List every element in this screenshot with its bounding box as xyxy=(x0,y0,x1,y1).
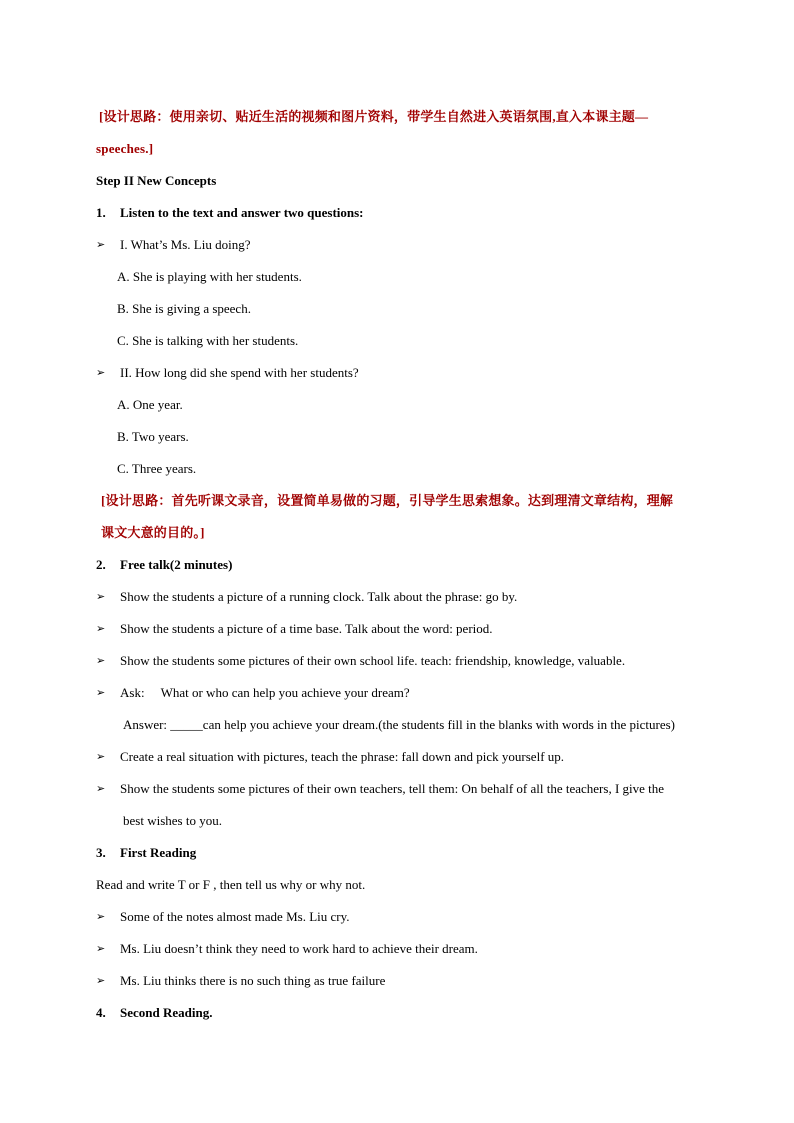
question-2: II. How long did she spend with her students? xyxy=(120,365,359,380)
arrow-bullet-icon: ➢ xyxy=(96,751,106,763)
first-reading-intro: Read and write T or F , then tell us why or why not. xyxy=(96,877,366,892)
section-1-title: Listen to the text and answer two questions: xyxy=(120,205,364,220)
q1-option-c: C. She is talking with her students. xyxy=(117,333,299,348)
section-3-number: 3. xyxy=(96,845,106,860)
arrow-bullet-icon: ➢ xyxy=(96,591,106,603)
section-4-number: 4. xyxy=(96,1005,106,1020)
first-reading-item-2: Ms. Liu doesn’t think they need to work hard to achieve their dream. xyxy=(120,941,478,956)
free-talk-item-1: Show the students a picture of a running clock. Talk about the phrase: go by. xyxy=(120,589,518,604)
section-2-title: Free talk(2 minutes) xyxy=(120,557,233,572)
arrow-bullet-icon: ➢ xyxy=(96,367,106,379)
section-3-title: First Reading xyxy=(120,845,197,860)
arrow-bullet-icon: ➢ xyxy=(96,687,106,699)
section-3-heading xyxy=(96,845,196,861)
free-talk-item-2: Show the students a picture of a time base. Talk about the word: period. xyxy=(120,621,493,636)
arrow-bullet-icon: ➢ xyxy=(96,239,106,251)
design-note-2-line1: [设计思路：首先听课文录音，设置简单易做的习题，引导学生思索想象。达到理清文章结构，理解 xyxy=(101,493,674,508)
arrow-bullet-icon: ➢ xyxy=(96,975,106,987)
design-note-2-line2: 课文大意的目的。] xyxy=(101,525,205,540)
q1-option-b: B. She is giving a speech. xyxy=(117,301,251,316)
arrow-bullet-icon: ➢ xyxy=(96,623,106,635)
arrow-bullet-icon: ➢ xyxy=(96,943,106,955)
free-talk-item-4: Ask: What or who can help you achieve your dream? xyxy=(120,685,410,700)
section-1-number: 1. xyxy=(96,205,106,220)
section-1-heading xyxy=(96,205,364,221)
q1-option-a: A. She is playing with her students. xyxy=(117,269,302,284)
section-2-heading xyxy=(96,557,232,573)
design-note-1-line1: [设计思路：使用亲切、贴近生活的视频和图片资料，带学生自然进入英语氛围,直入本课主题— xyxy=(99,109,649,124)
q2-option-c: C. Three years. xyxy=(117,461,197,476)
question-1: I. What’s Ms. Liu doing? xyxy=(120,237,251,252)
free-talk-item-3: Show the students some pictures of their own school life. teach: friendship, knowledge, valuable. xyxy=(120,653,626,668)
arrow-bullet-icon: ➢ xyxy=(96,655,106,667)
free-talk-answer-line: Answer: _____can help you achieve your dream.(the students fill in the blanks with words in the pictures) xyxy=(123,717,676,732)
free-talk-item-5: Create a real situation with pictures, teach the phrase: fall down and pick yourself up. xyxy=(120,749,565,764)
arrow-bullet-icon: ➢ xyxy=(96,783,106,795)
q2-option-b: B. Two years. xyxy=(117,429,189,444)
free-talk-item-6: Show the students some pictures of their own teachers, tell them: On behalf of all the teachers, I give the xyxy=(120,781,665,796)
first-reading-item-1: Some of the notes almost made Ms. Liu cry. xyxy=(120,909,350,924)
section-4-heading xyxy=(96,1005,212,1021)
section-2-number: 2. xyxy=(96,557,106,572)
first-reading-item-3: Ms. Liu thinks there is no such thing as true failure xyxy=(120,973,386,988)
free-talk-item-6-continuation: best wishes to you. xyxy=(123,813,222,828)
arrow-bullet-icon: ➢ xyxy=(96,911,106,923)
step-heading: Step II New Concepts xyxy=(96,173,217,188)
q2-option-a: A. One year. xyxy=(117,397,183,412)
design-note-1-line2: speeches.] xyxy=(96,141,154,156)
section-4-title: Second Reading. xyxy=(120,1005,213,1020)
